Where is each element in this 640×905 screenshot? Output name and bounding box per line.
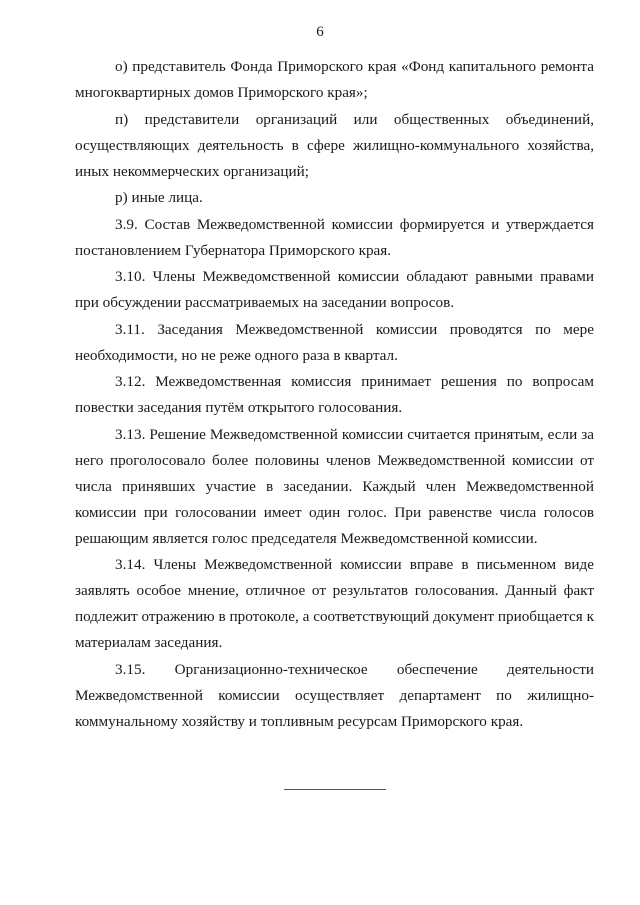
paragraph-r: р) иные лица. [115,189,203,206]
paragraph-o: о) представитель Фонда Приморского края «Фонд капитального ремонта многоквартирных домов Приморского края»; [75,58,594,101]
end-divider-line [284,789,386,790]
paragraph-3-12: 3.12. Межведомственная комиссия принимает решения по вопросам повестки заседания путём открытого голосования. [75,373,594,416]
paragraph-3-10: 3.10. Члены Межведомственной комиссии обладают равными правами при обсуждении рассматриваемых на заседании вопросов. [75,268,594,311]
paragraph-3-15: 3.15. Организационно-техническое обеспечение деятельности Межведомственной комиссии осуществляет департамент по жилищно-коммунальному хозяйству и топливным ресурсам Приморского края. [75,660,594,730]
paragraph-p: п) представители организаций или общественных объединений, осуществляющих деятельность в сфере жилищно-коммунального хозяйства, иных некоммерческих организаций; [75,110,594,180]
page-number: 6 [316,24,324,40]
paragraph-3-14: 3.14. Члены Межведомственной комиссии вправе в письменном виде заявлять особое мнение, отличное от результатов голосования. Данный факт подлежит отражению в протоколе, а соответствующий документ приобщается к материалам заседания. [75,556,594,651]
paragraph-3-9: 3.9. Состав Межведомственной комиссии формируется и утверждается постановлением Губернатора Приморского края. [75,215,594,259]
paragraph-3-11: 3.11. Заседания Межведомственной комиссии проводятся по мере необходимости, но не реже одного раза в квартал. [75,320,594,364]
paragraph-3-13: 3.13. Решение Межведомственной комиссии считается принятым, если за него проголосовало более половины членов Межведомственной комиссии от числа принявших участие в заседании. Каждый член Межведомственной комиссии при голосовании имеет один голос. При равенстве числа голосов решающим является голос председателя Межведомственной комиссии. [75,425,594,547]
document-body [75,54,594,735]
